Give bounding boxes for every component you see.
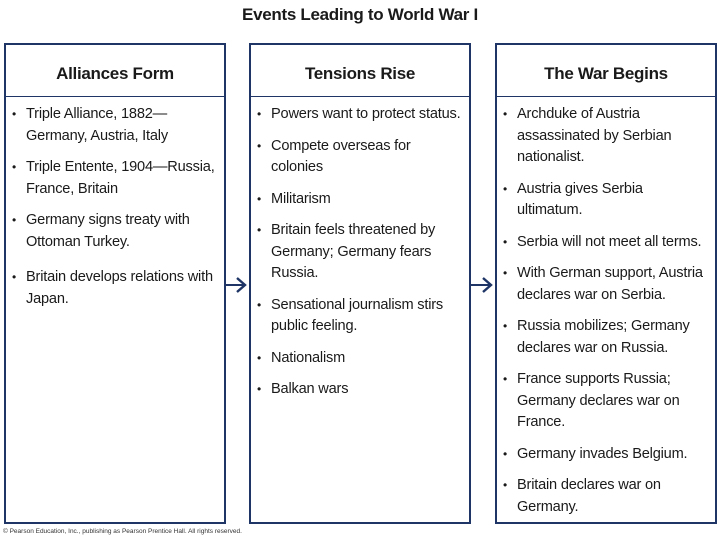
bullet-icon: • (257, 350, 262, 365)
list-item: • Triple Alliance, 1882—Germany, Austria, Italy (12, 106, 168, 144)
column-heading: Tensions Rise (304, 64, 416, 83)
list-item: • Compete overseas for colonies (257, 137, 411, 175)
list-item: • With German support, Austria declares war on Serbia. (503, 265, 703, 303)
bullet-icon: • (503, 446, 508, 461)
bullet-icon: • (503, 372, 508, 386)
list-item: • Militarism (255, 189, 465, 211)
list-item: • Powers want to protect status. (255, 104, 465, 126)
bullet-list (6, 97, 224, 310)
list-item: • Balkan wars (255, 379, 465, 401)
bullet-icon: • (257, 297, 262, 312)
list-item: • Britain feels threatened by Germany; Germany fears Russia. (257, 222, 436, 281)
list-item: • Britain develops relations with Japan. (12, 269, 213, 307)
arrow-right-icon (224, 277, 248, 293)
list-item: • Archduke of Austria assassinated by Serbian nationalist. (503, 106, 672, 165)
column-the-war-begins (495, 43, 717, 524)
list-item: • Germany invades Belgium. (501, 444, 711, 466)
bullet-icon: • (12, 270, 17, 284)
column-alliances-form (4, 43, 226, 524)
bullet-icon: • (503, 181, 508, 196)
bullet-icon: • (503, 478, 508, 492)
list-item: • Nationalism (255, 348, 465, 370)
bullet-icon: • (503, 266, 508, 280)
list-item: • Germany signs treaty with Ottoman Turkey. (12, 212, 190, 250)
bullet-icon: • (257, 138, 262, 153)
bullet-icon: • (503, 319, 508, 333)
bullet-icon: • (12, 160, 17, 174)
list-item: • Britain declares war on Germany. (503, 477, 661, 515)
list-item: • Serbia will not meet all terms. (501, 232, 711, 254)
bullet-icon: • (257, 382, 262, 396)
bullet-icon: • (257, 223, 262, 237)
column-tensions-rise (249, 43, 471, 524)
column-heading: Alliances Form (56, 64, 174, 83)
bullet-icon: • (257, 107, 262, 121)
bullet-icon: • (257, 191, 262, 206)
list-item: • Sensational journalism stirs public feeling. (257, 296, 444, 334)
list-item: • Triple Entente, 1904—Russia, France, Britain (12, 159, 215, 197)
diagram-title: Events Leading to World War I (242, 5, 478, 24)
bullet-icon: • (503, 234, 508, 249)
list-item: • Austria gives Serbia ultimatum. (503, 180, 643, 218)
bullet-icon: • (503, 107, 508, 121)
arrow-right-icon (470, 277, 494, 293)
column-heading: The War Begins (544, 64, 668, 83)
bullet-icon: • (12, 213, 17, 227)
bullet-list (497, 97, 715, 518)
bullet-icon: • (12, 107, 17, 121)
list-item: • Russia mobilizes; Germany declares war on Russia. (503, 318, 690, 356)
copyright-footer: © Pearson Education, Inc., publishing as Pearson Prentice Hall. All rights reserved. (3, 528, 242, 535)
list-item: • France supports Russia; Germany declares war on France. (503, 371, 680, 430)
bullet-list (251, 97, 469, 401)
